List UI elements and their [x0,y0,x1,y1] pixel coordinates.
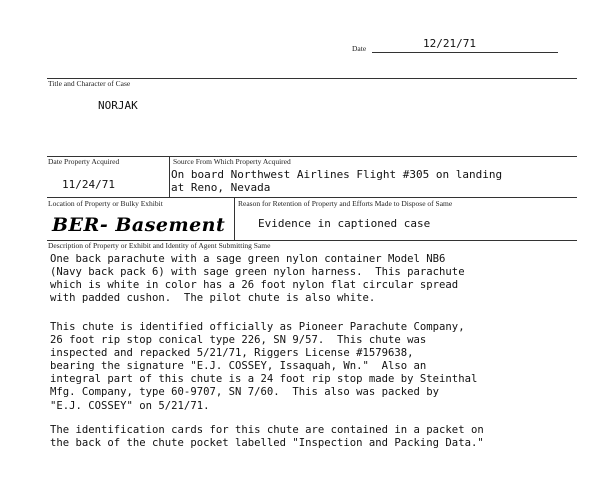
date-acquired-value: 11/24/71 [62,178,115,191]
description-line: the back of the chute pocket labelled "Inspection and Packing Data." [50,437,484,450]
source-line-1: On board Northwest Airlines Flight #305 on landing [171,168,503,181]
acquired-rule [47,156,577,157]
source-line-2: at Reno, Nevada [171,181,271,194]
location-rule [47,197,577,198]
description-line: (Navy back pack 6) with sage green nylon harness. This parachute [50,266,465,279]
description-line: 26 foot rip stop conical type 226, SN 9/57. This chute was [50,334,427,347]
description-paragraph-3 [50,424,580,450]
description-line: The identification cards for this chute are contained in a packet on [50,424,484,436]
title-case-label: Title and Character of Case [48,79,131,88]
description-line: "E.J. COSSEY" on 5/21/71. [50,399,210,412]
date-underline [372,52,558,53]
description-line: One back parachute with a sage green nylon container Model NB6 [50,253,446,265]
description-line: integral part of this chute is a 24 foot rip stop made by Steinthal [50,373,478,386]
date-label: Date [352,44,367,53]
description-line: with padded cushon. The pilot chute is also white. [50,292,376,305]
description-line: Mfg. Company, type 60-9707, SN 7/60. This also was packed by [50,386,440,399]
description-line: inspected and repacked 5/21/71, Riggers License #1579638, [50,347,414,360]
case-name: NORJAK [98,99,138,112]
source-label: Source From Which Property Acquired [173,157,291,166]
reason-value: Evidence in captioned case [258,217,431,230]
description-paragraph-1 [50,253,580,305]
description-line: which is white in color has a 26 foot nylon flat circular spread [50,279,459,292]
location-handwritten: BER- Basement [52,214,226,236]
location-label: Location of Property or Bulky Exhibit [48,199,163,208]
description-paragraph-2 [50,321,580,413]
description-label: Description of Property or Exhibit and Identity of Agent Submitting Same [48,241,271,250]
description-line: This chute is identified officially as Pioneer Parachute Company, [50,321,465,333]
date-acquired-label: Date Property Acquired [48,157,120,166]
description-line: bearing the signature "E.J. COSSEY, Issaquah, Wn." Also an [50,360,427,373]
reason-label: Reason for Retention of Property and Efforts Made to Dispose of Same [238,199,453,208]
date-value: 12/21/71 [423,37,476,50]
location-divider [234,197,235,241]
acquired-divider [169,156,170,198]
